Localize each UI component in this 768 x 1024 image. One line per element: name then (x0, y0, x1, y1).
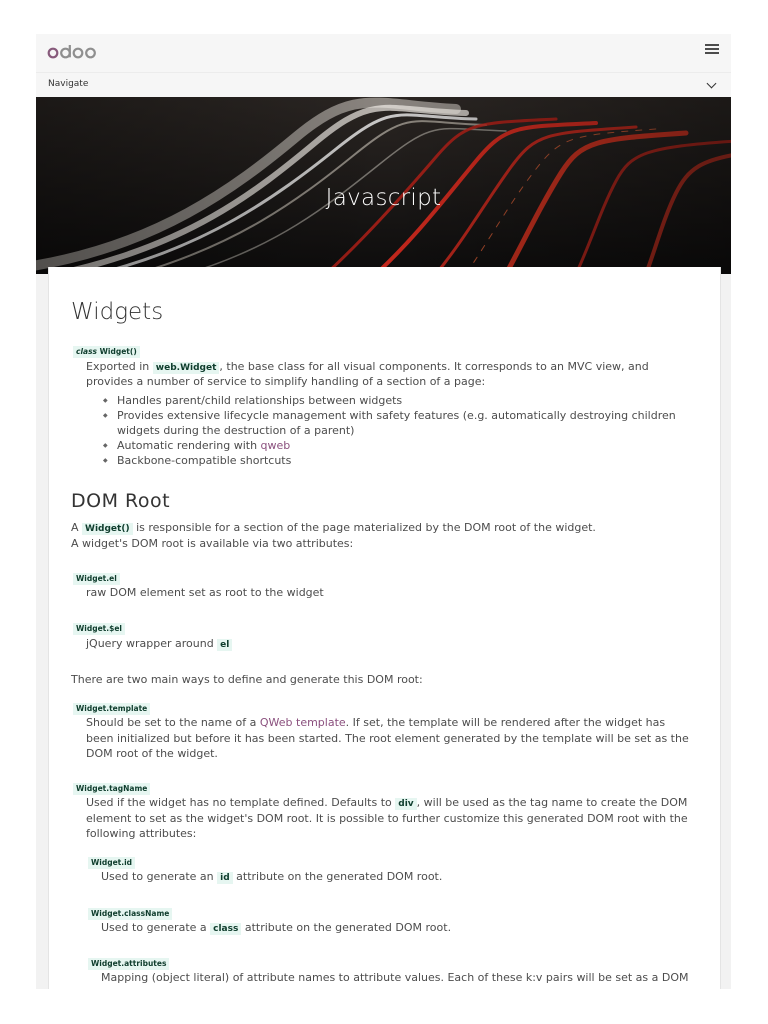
widget-attributes-signature: Widget.attributes (88, 958, 169, 970)
template-description-line-2: been initialized but before it has been started. The root element generated by the template will be set as the (86, 732, 689, 745)
template-description-line-3: DOM root of the widget. (86, 747, 218, 760)
intro-text: Exported in (86, 360, 150, 373)
hero-title: Javascript (325, 185, 442, 211)
jel-text: jQuery wrapper around (86, 637, 214, 650)
id-text-rest: attribute on the generated DOM root. (236, 870, 443, 883)
tagname-description-line-1 (86, 795, 687, 812)
widget-template-signature: Widget.template (73, 703, 150, 715)
template-description-line-1 (86, 715, 665, 730)
odoo-logo[interactable] (47, 42, 97, 62)
id-text: Used to generate an (101, 870, 214, 883)
class-text: Used to generate a (101, 921, 207, 934)
tagname-text-rest: , will be used as the tag name to create the DOM (416, 796, 688, 809)
tagname-description-line-2: element to set as the widget's DOM root. It is possible to further customize this generated DOM root with the (86, 812, 688, 825)
class-code: class (210, 923, 241, 935)
list-item-text-cont: widgets during the destruction of a parent) (117, 424, 355, 437)
doc-content-card (48, 267, 721, 989)
widget-signature-name: Widget() (99, 347, 137, 356)
widget-class-signature (73, 346, 140, 358)
p1-text: A (71, 521, 79, 534)
chevron-down-icon[interactable] (707, 79, 717, 89)
dom-root-paragraph-2: A widget's DOM root is available via two attributes: (71, 537, 354, 550)
id-code: id (217, 872, 233, 884)
qweb-link[interactable]: qweb (260, 439, 291, 452)
widget-classname-description (101, 920, 451, 937)
list-item-text: Provides extensive lifecycle management with safety features (e.g. automatically destroying children (117, 409, 676, 422)
widget-el-description: raw DOM element set as root to the widget (86, 586, 324, 599)
qweb-template-link[interactable]: QWeb template (259, 716, 346, 729)
widget-jel-description (86, 636, 232, 653)
div-code: div (395, 798, 416, 810)
tagname-description-line-3: following attributes: (86, 827, 197, 840)
list-item: ◆ Handles parent/child relationships between widgets (103, 393, 703, 408)
widget-jel-signature: Widget.$el (73, 623, 125, 635)
navigate-bar[interactable] (36, 72, 731, 98)
class-text-rest: attribute on the generated DOM root. (244, 921, 452, 934)
hero-banner (36, 97, 731, 274)
p1-text-rest: is responsible for a section of the page materialized by the DOM root of the widget. (136, 521, 596, 534)
class-keyword: class (76, 347, 98, 356)
intro-text-rest: , the base class for all visual components. It corresponds to an MVC view, and (219, 360, 649, 373)
top-bar (36, 34, 731, 72)
widget-id-signature: Widget.id (88, 857, 135, 869)
page-shell (36, 34, 731, 989)
widget-attributes-description: Mapping (object literal) of attribute names to attribute values. Each of these k:v pairs will be set as a DOM (101, 971, 689, 984)
navigate-label: Navigate (48, 79, 89, 89)
widget-tagname-signature: Widget.tagName (73, 783, 150, 795)
widget-id-description (101, 869, 442, 886)
widget-feature-list (103, 393, 703, 468)
hamburger-menu-icon[interactable] (705, 42, 719, 58)
dom-root-paragraph-3: There are two main ways to define and generate this DOM root: (71, 673, 423, 686)
template-text-rest: . If set, the template will be rendered after the widget has (345, 716, 666, 729)
tagname-text: Used if the widget has no template defined. Defaults to (86, 796, 392, 809)
el-code: el (217, 639, 232, 651)
template-text: Should be set to the name of a (86, 716, 257, 729)
section-title-dom-root: DOM Root (71, 490, 171, 512)
list-item (103, 438, 703, 453)
list-item-text: Automatic rendering with (117, 439, 258, 452)
widget-classname-signature: Widget.className (88, 908, 172, 920)
dom-root-paragraph-1 (71, 520, 596, 537)
widget-intro-line-2: provides a number of service to simplify handling of a section of a page: (86, 375, 486, 388)
web-widget-code: web.Widget (153, 362, 220, 374)
list-item: ◆ Backbone-compatible shortcuts (103, 453, 703, 468)
list-item (103, 408, 703, 438)
section-title-widgets: Widgets (71, 299, 164, 325)
widget-code: Widget() (82, 523, 133, 535)
widget-el-signature: Widget.el (73, 573, 120, 585)
